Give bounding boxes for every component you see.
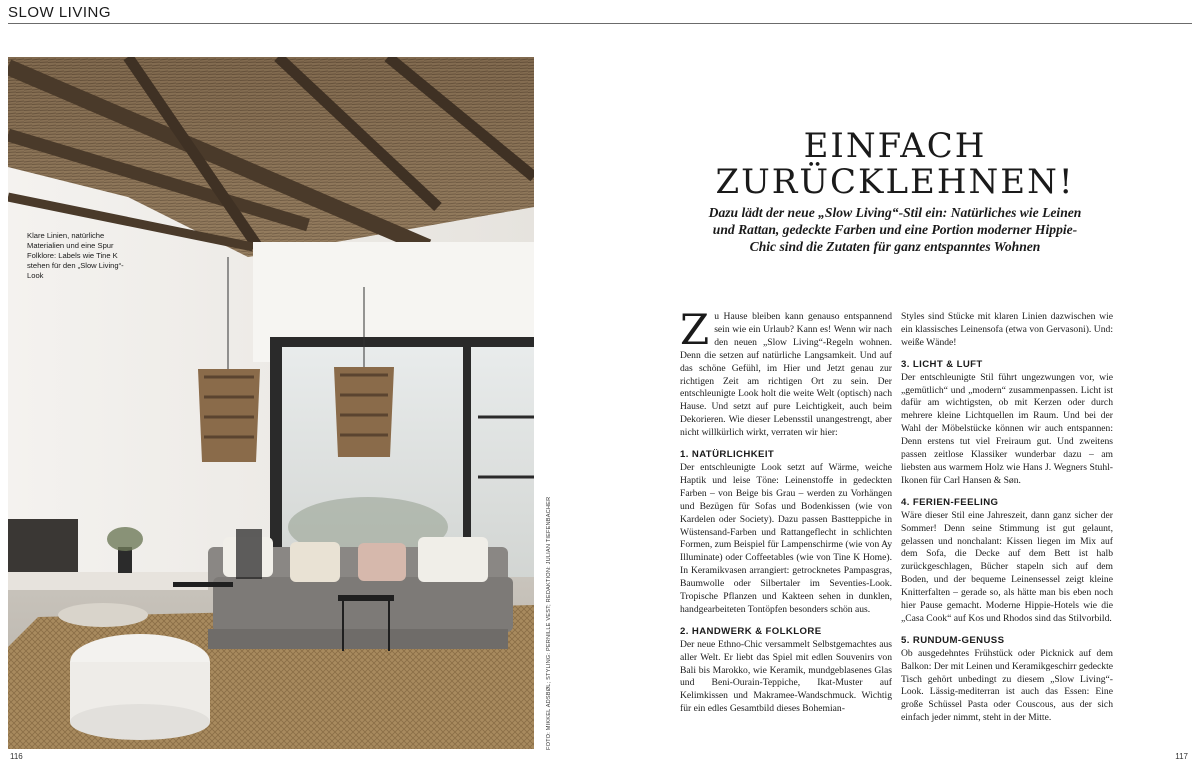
lead-text: u Hause bleiben kann genauso entspannend sein wie ein Urlaub? Kann es! Wenn wir nach den neuen „Slow Living“-Regeln wohnen. Denn die setzen auf natürliche Langsamkeit. Und auf das schöne Gefühl, im Hier und Jetzt genau zur richtigen Zeit am richtigen Ort zu sein. Der entschleunigte Look holt die weite Welt (optisch) nach Hause. Und setzt auf pure Leichtigkeit, auch beim Dekorieren. Wie dieser Lebensstil unangestrengt, aber nicht willkürlich wirkt, verraten wir hier: — [680, 311, 892, 439]
body-column-right — [901, 311, 1113, 725]
section-heading-1: 1. NATÜRLICHKEIT — [680, 449, 775, 461]
article-intro: Dazu lädt der neue „Slow Living“-Stil ein: Natürliches wie Leinen und Rattan, gedeckte Farben und eine Portion moderner Hippie-Chic sind die Zutaten für ganz entspanntes Wohnen — [708, 205, 1082, 254]
headline-line-1: EINFACH — [803, 126, 987, 166]
article-headline — [690, 128, 1100, 200]
section-heading-2: 2. HANDWERK & FOLKLORE — [680, 625, 822, 637]
lead-paragraph — [680, 305, 892, 440]
section-text-1: Der entschleunigte Look setzt auf Wärme, weiche Haptik und leise Töne: Leinenstoffe in gedeckten Farben – von Beige bis Grau – werden zu Vorhängen und Bezügen für Sofas und Bodenkissen (wie von Kardelen oder Society). Dazu passen Bastteppiche in Wüstensand-Farben und Rattangeflecht in schlichten Formen, zum Beispiel für Lampenschirme (wie von Ay Illuminate) oder Coffeetables (wie von Tine K Home). In Keramikvasen arrangiert: getrocknetes Pampasgras, Baumwolle oder Silbertaler im Seventies-Look. Tropische Pflanzen und Kakteen sehen in dunklen, handgearbeiteten Tontöpfen besonders schön aus. — [680, 461, 892, 615]
section-text-3: Der entschleunigte Stil führt ungezwungen vor, wie „gemütlich“ und „modern“ zusammenpassen. Licht ist dafür am wichtigsten, ob mit Kerzen oder durch mehrere kleine Lichtquellen im Raum. Und bei der Wahl der Möbelstücke können wir auch entspannen: Denn erstens tut viel Freiraum gut. Und zweitens passen zeitlose Klassiker wunderbar dazu – am liebsten aus warmem Holz wie Hans J. Wegners Stuhl-Ikonen für Carl Hansen & Søn. — [901, 371, 1113, 486]
section-text-4: Wäre dieser Stil eine Jahreszeit, dann ganz sicher der Sommer! Denn seine Stimmung ist gut gelaunt, gelassen und nonchalant: Kissen liegen im Mix auf dem Sofa, die Decke auf dem Bett ist halb zurückgeschlagen, Bücher stapeln sich auf dem Boden, und der bequeme Leinensessel zeigt kleine Knitterfalten – gerade so, als hätte man bis eben noch hier Pause gemacht. Moderne Hippie-Hotels wie die „Casa Cook“ auf Kos und Rhodos sind das Stilvorbild. — [901, 509, 1113, 624]
section-text-5: Ob ausgedehntes Frühstück oder Picknick auf dem Balkon: Der mit Leinen und Keramikgeschirr gedeckte Tisch gehört unbedingt zu diesem „Slow Living“-Look. Lässig-mediterran ist auch das Essen: Eine große Schüssel Pasta oder Couscous, aus der sich einfach jeder nimmt, steht in der Mitte. — [901, 647, 1113, 724]
section-label: SLOW LIVING — [8, 4, 112, 21]
section-text-2-continued: Styles sind Stücke mit klaren Linien dazwischen wie ein klassisches Leinensofa (etwa von Gervasoni). Und: weiße Wände! — [901, 311, 1113, 348]
living-room-photo — [8, 57, 534, 749]
drop-cap: Z — [680, 305, 710, 354]
section-text-2: Der neue Ethno-Chic versammelt Selbstgemachtes aus aller Welt. Er liebt das Spiel mit edlen Souvenirs von Bali bis Marokko, wie Keramik, mundgeblasenes Glas und Beni-Ourain-Teppiche, Ikat-Muster auf Kelimkissen und Makramee-Wandschmuck. Wichtig für ein edles Gesamtbild dieses Bohemian- — [680, 638, 892, 715]
section-heading-3: 3. LICHT & LUFT — [901, 358, 983, 370]
body-column-left — [680, 305, 892, 716]
header-rule — [8, 23, 1192, 24]
photo-caption: Klare Linien, natürliche Materialien und eine Spur Folklore: Labels wie Tine K stehen für den „Slow Living“-Look — [27, 231, 124, 280]
photo-illustration — [8, 57, 534, 749]
section-heading-4: 4. FERIEN-FEELING — [901, 496, 999, 508]
section-heading-5: 5. RUNDUM-GENUSS — [901, 634, 1005, 646]
headline-line-2: ZURÜCKLEHNEN! — [715, 162, 1075, 202]
page-number-right: 117 — [1175, 752, 1188, 761]
page-number-left: 116 — [10, 752, 23, 761]
photo-credit: FOTO: MIKKEL ADSBØL; STYLING: PERNILLE VEST; REDAKTION: JULIAN TIEFENBACHER — [546, 496, 552, 750]
